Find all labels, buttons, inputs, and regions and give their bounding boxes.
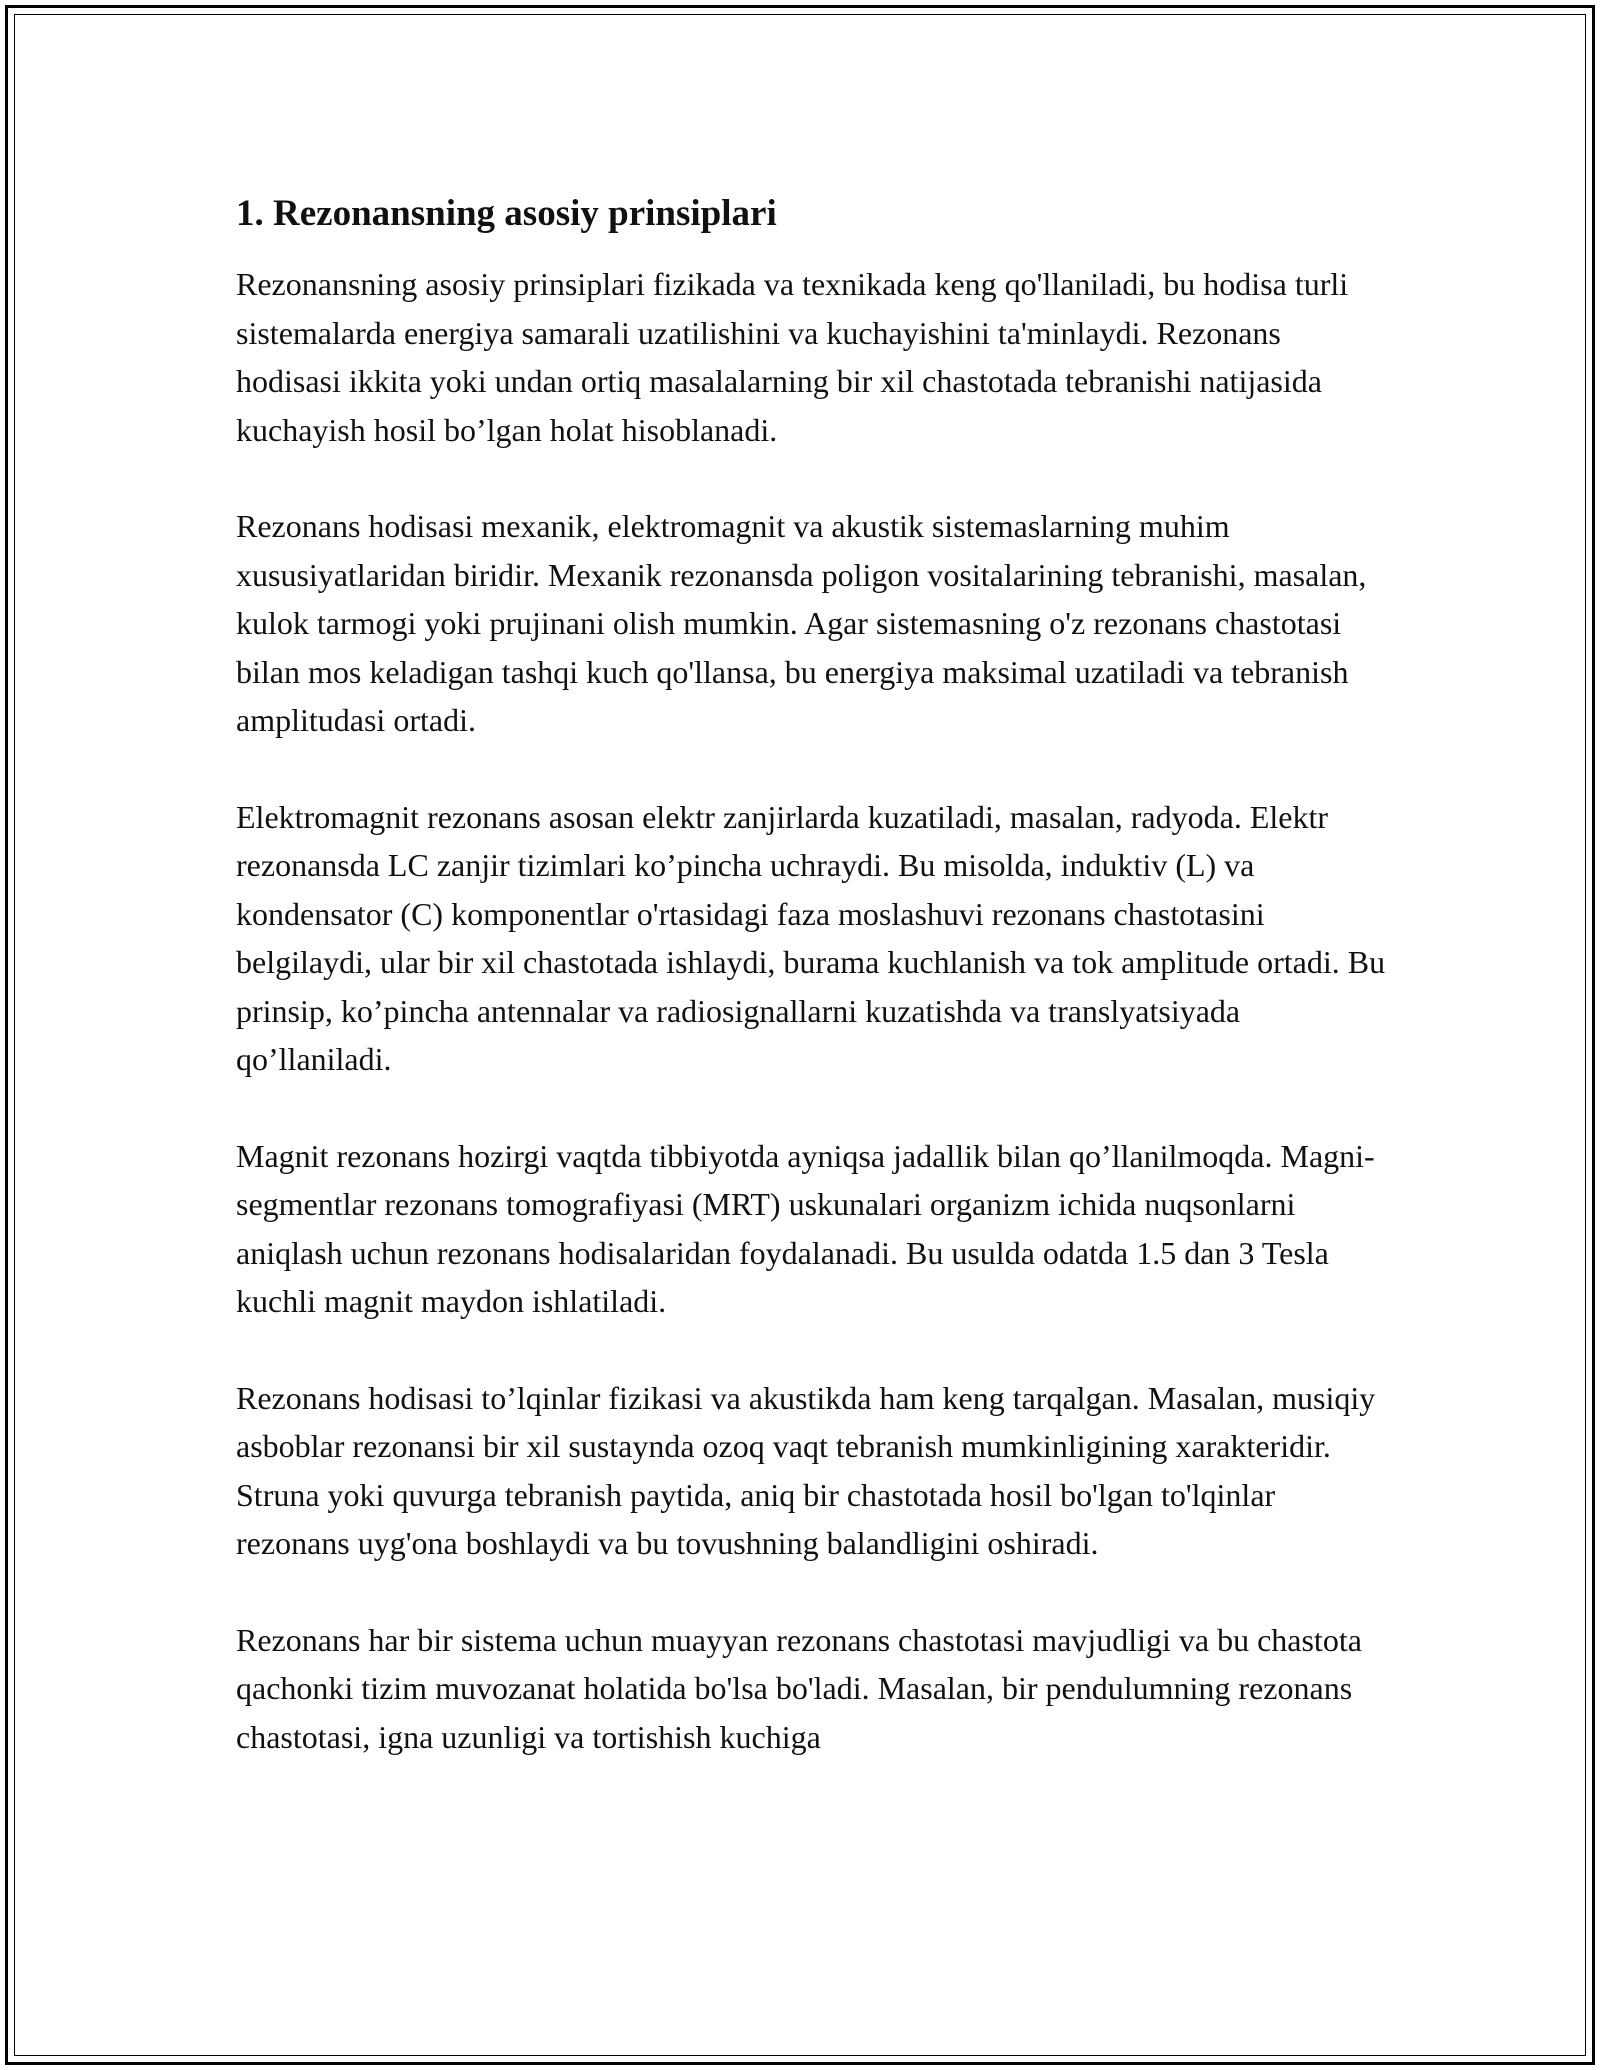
paragraph: Magnit rezonans hozirgi vaqtda tibbiyotda ayniqsa jadallik bilan qo’llanilmoqda. Magni-segmentlar rezonans tomografiyasi (MRT) uskunalari organizm ichida nuqsonlarni aniqlash uchun rezonans hodisalaridan foydalanadi. Bu usulda odatda 1.5 dan 3 Tesla kuchli magnit maydon ishlatiladi. — [236, 1137, 1375, 1319]
paragraph: Rezonans hodisasi mexanik, elektromagnit va akustik sistemaslarning muhim xususiyatlaridan biridir. Mexanik rezonansda poligon vositalarining tebranishi, masalan, kulok tarmogi yoki prujinani olish mumkin. Agar sistemasning o'z rezonans chastotasi bilan mos keladigan tashqi kuch qo'llansa, bu energiya maksimal uzatiladi va tebranish amplitudasi ortadi. — [236, 508, 1367, 738]
document-page — [236, 188, 1386, 1809]
paragraph: Rezonansning asosiy prinsiplari fizikada va texnikada keng qo'llaniladi, bu hodisa turli sistemalarda energiya samarali uzatilishini va kuchayishini ta'minlaydi. Rezonans hodisasi ikkita yoki undan ortiq masalalarning bir xil chastotada tebranishi natijasida kuchayish hosil bo’lgan holat hisoblanadi. — [236, 266, 1349, 448]
paragraph: Elektromagnit rezonans asosan elektr zanjirlarda kuzatiladi, masalan, radyoda. Elektr rezonansda LC zanjir tizimlari ko’pincha uchraydi. Bu misolda, induktiv (L) va kondensator (C) komponentlar o'rtasidagi faza moslashuvi rezonans chastotasini belgilaydi, ular bir xil chastotada ishlaydi, burama kuchlanish va tok amplitude ortadi. Bu prinsip, ko’pincha antennalar va radiosignallarni kuzatishda va translyatsiyada qo’llaniladi. — [236, 798, 1386, 1077]
paragraph: Rezonans hodisasi to’lqinlar fizikasi va akustikda ham keng tarqalgan. Masalan, musiqiy asboblar rezonansi bir xil sustaynda ozoq vaqt tebranish mumkinligining xarakteridir. Struna yoki quvurga tebranish paytida, aniq bir chastotada hosil bo'lgan to'lqinlar rezonans uyg'ona boshlaydi va bu tovushning balandligini oshiradi. — [236, 1379, 1376, 1561]
paragraph: Rezonans har bir sistema uchun muayyan rezonans chastotasi mavjudligi va bu chastota qachonki tizim muvozanat holatida bo'lsa bo'ladi. Masalan, bir pendulumning rezonans chastotasi, igna uzunligi va tortishish kuchiga — [236, 1621, 1362, 1755]
section-heading: 1. Rezonansning asosiy prinsiplari — [236, 193, 777, 234]
